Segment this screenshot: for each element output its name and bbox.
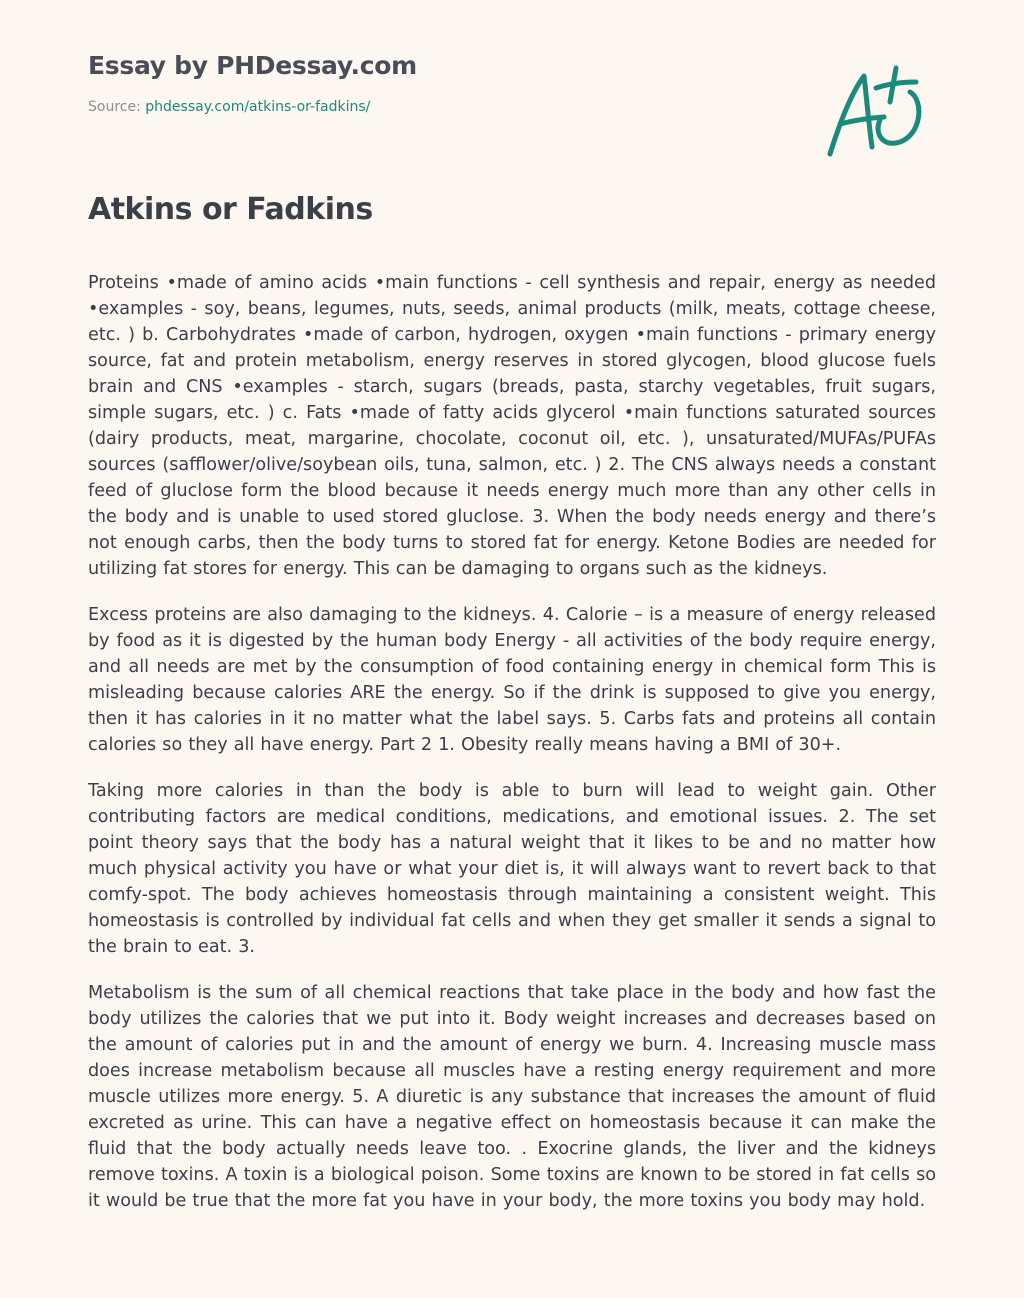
essay-title: Atkins or Fadkins bbox=[88, 192, 373, 227]
essay-paragraph: Metabolism is the sum of all chemical reactions that take place in the body and how fast the body utilizes the calories that we put into it. Body weight increases and decreases based on the amount of calories put in and the amount of energy we burn. 4. Increasing muscle mass does increase metabolism because all muscles have a resting energy requirement and more muscle utilizes more energy. 5. A diuretic is any substance that increases the amount of fluid excreted as urine. This can have a negative effect on homeostasis because it can make the fluid that the body actually needs leave too. . Exocrine glands, the liver and the kidneys remove toxins. A toxin is a biological poison. Some toxins are known to be stored in fat cells so it would be true that the more fat you have in your body, the more toxins you body may hold. bbox=[88, 983, 936, 1211]
source-link[interactable]: phdessay.com/atkins-or-fadkins/ bbox=[145, 99, 371, 115]
source-line bbox=[88, 98, 788, 116]
essay-paragraph: Excess proteins are also damaging to the kidneys. 4. Calorie – is a measure of energy released by food as it is digested by the human body Energy - all activities of the body require energy, and all needs are met by the consumption of food containing energy in chemical form This is misleading because calories ARE the energy. So if the drink is supposed to give you energy, then it has calories in it no matter what the label says. 5. Carbs fats and proteins all contain calories so they all have energy. Part 2 1. Obesity really means having a BMI of 30+. bbox=[88, 605, 936, 755]
a-plus-logo-svg bbox=[820, 62, 930, 162]
brand-title: Essay by PHDessay.com bbox=[88, 51, 417, 80]
essay-paragraph: Taking more calories in than the body is able to burn will lead to weight gain. Other contributing factors are medical conditions, medications, and emotional issues. 2. The set point theory says that the body has a natural weight that it likes to be and no matter how much physical activity you have or what your diet is, it will always want to revert back to that comfy-spot. The body achieves homeostasis through maintaining a consistent weight. This homeostasis is controlled by individual fat cells and when they get smaller it sends a signal to the brain to eat. 3. bbox=[88, 781, 936, 957]
essay-paragraph: Proteins •made of amino acids •main functions - cell synthesis and repair, energy as needed •examples - soy, beans, legumes, nuts, seeds, animal products (milk, meats, cottage cheese, etc. ) b. Carbohydrates •made of carbon, hydrogen, oxygen •main functions - primary energy source, fat and protein metabolism, energy reserves in stored glycogen, blood glucose fuels brain and CNS •examples - starch, sugars (breads, pasta, starchy vegetables, fruit sugars, simple sugars, etc. ) c. Fats •made of fatty acids glycerol •main functions saturated sources (dairy products, meat, margarine, chocolate, coconut oil, etc. ), unsaturated/MUFAs/PUFAs sources (safflower/olive/soybean oils, tuna, salmon, etc. ) 2. The CNS always needs a constant feed of gluclose form the blood because it needs energy much more than any other cells in the body and is unable to used stored gluclose. 3. When the body needs energy and there’s not enough carbs, then the body turns to stored fat for energy. Ketone Bodies are needed for utilizing fat stores for energy. This can be damaging to organs such as the kidneys. bbox=[88, 273, 936, 579]
page-header bbox=[88, 50, 788, 116]
a-plus-logo-icon bbox=[820, 62, 930, 162]
source-label: Source: bbox=[88, 99, 141, 115]
essay-body bbox=[88, 270, 936, 1234]
